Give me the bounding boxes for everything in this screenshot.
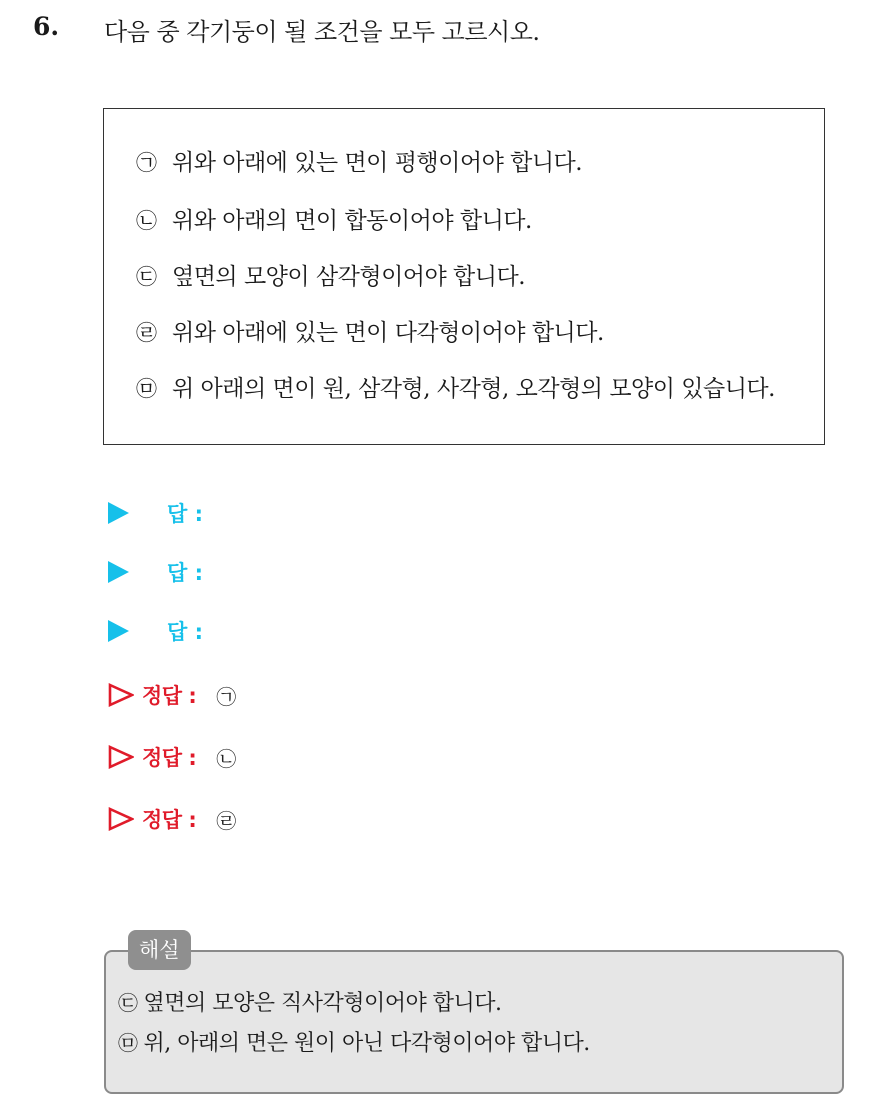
explanation-tag: 해설 — [128, 930, 191, 970]
condition-text: 위와 아래의 면이 합동이어야 합니다. — [172, 208, 532, 234]
condition-text: 위 아래의 면이 원, 삼각형, 사각형, 오각형의 모양이 있습니다. — [172, 376, 775, 402]
explanation-text: 위, 아래의 면은 원이 아닌 다각형이어야 합니다. — [143, 1031, 590, 1056]
question-number: 6. — [33, 12, 60, 41]
solution-value: ㉣ — [216, 808, 237, 833]
solution-label: 정답 : — [142, 684, 197, 708]
answer-arrow-icon — [108, 502, 129, 524]
answer-arrow-icon — [108, 561, 129, 583]
conditions-box — [103, 108, 825, 445]
solution-value: ㉡ — [216, 746, 237, 771]
solution-line — [108, 680, 236, 710]
answer-label: 답 : — [167, 620, 203, 644]
explanation-text: 옆면의 모양은 직사각형이어야 합니다. — [143, 991, 502, 1016]
condition-item — [136, 315, 604, 351]
explanation-line — [118, 986, 502, 1017]
condition-marker: ㉤ — [136, 377, 157, 401]
solution-line — [108, 804, 236, 834]
answer-line — [108, 616, 203, 646]
explanation-marker: ㉢ — [118, 991, 138, 1015]
answer-label: 답 : — [167, 561, 203, 585]
condition-item — [136, 371, 775, 407]
solution-label: 정답 : — [142, 746, 197, 770]
solution-line — [108, 742, 236, 772]
question-text: 다음 중 각기둥이 될 조건을 모두 고르시오. — [104, 18, 540, 46]
solution-arrow-icon — [108, 745, 134, 769]
solution-value: ㉠ — [216, 684, 237, 709]
solution-label: 정답 : — [142, 808, 197, 832]
answer-line — [108, 498, 203, 528]
condition-text: 옆면의 모양이 삼각형이어야 합니다. — [172, 264, 526, 290]
condition-marker: ㉠ — [136, 151, 157, 175]
explanation-marker: ㉤ — [118, 1031, 138, 1055]
condition-item — [136, 145, 582, 181]
condition-item — [136, 203, 532, 239]
condition-text: 위와 아래에 있는 면이 평행이어야 합니다. — [172, 150, 583, 176]
condition-marker: ㉢ — [136, 265, 157, 289]
solution-arrow-icon — [108, 683, 134, 707]
condition-text: 위와 아래에 있는 면이 다각형이어야 합니다. — [172, 320, 604, 346]
condition-marker: ㉡ — [136, 209, 157, 233]
explanation-box — [104, 950, 844, 1094]
answer-label: 답 : — [167, 502, 203, 526]
answer-arrow-icon — [108, 620, 129, 642]
condition-item — [136, 259, 525, 295]
explanation-line — [118, 1026, 590, 1057]
solution-arrow-icon — [108, 807, 134, 831]
answer-line — [108, 557, 203, 587]
condition-marker: ㉣ — [136, 321, 157, 345]
